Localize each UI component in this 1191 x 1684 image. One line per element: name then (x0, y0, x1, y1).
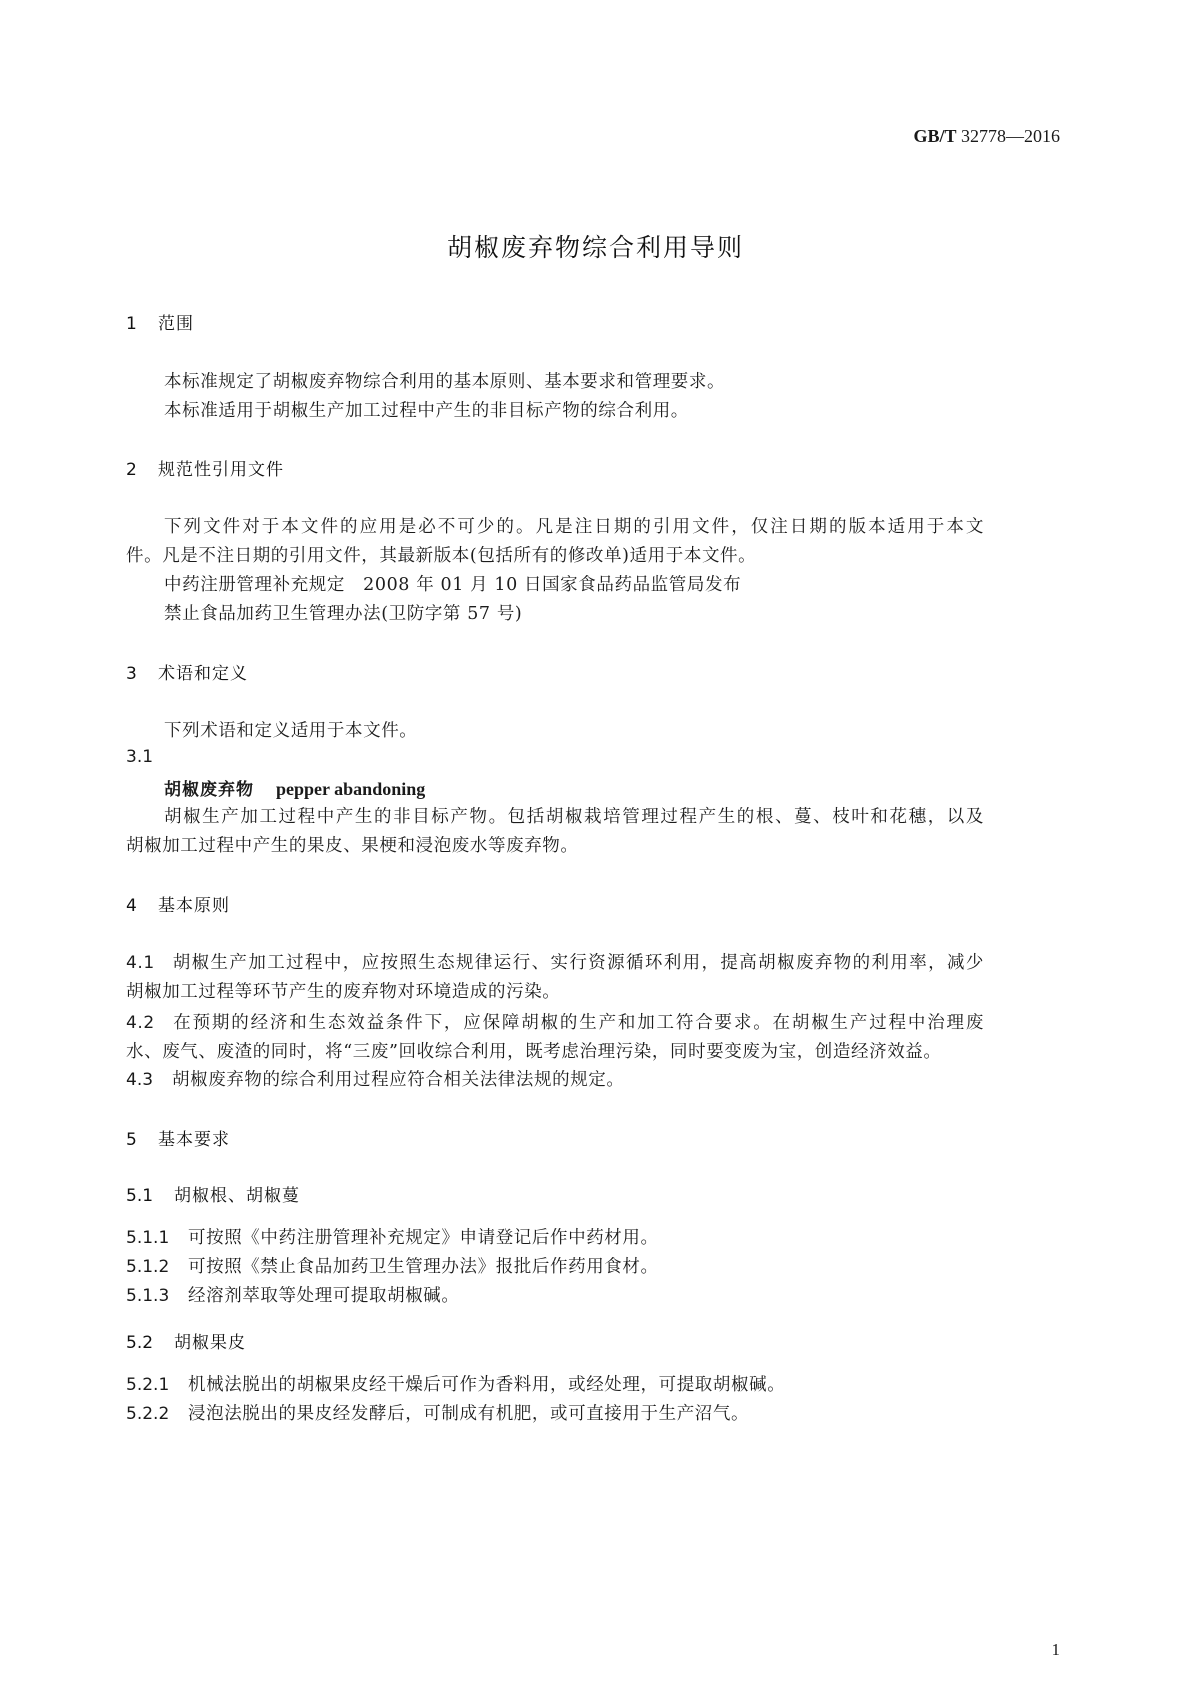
standard-code-number: 32778—2016 (956, 126, 1060, 146)
clause-text: 可按照《禁止食品加药卫生管理办法》报批后作药用食材。 (188, 1257, 659, 1277)
clause-number: 5.1.2 (126, 1257, 170, 1277)
clause-text: 经溶剂萃取等处理可提取胡椒碱。 (188, 1286, 460, 1306)
subsection-number: 5.2 (126, 1333, 154, 1353)
term-entry (164, 775, 425, 800)
section-4-heading (126, 891, 230, 916)
clause-text: 机械法脱出的胡椒果皮经干燥后可作为香料用，或经处理，可提取胡椒碱。 (188, 1375, 786, 1395)
clause-5-1-3 (126, 1282, 460, 1307)
section-1-heading (126, 309, 194, 334)
section-number: 5 (126, 1130, 137, 1150)
clause-text: 可按照《中药注册管理补充规定》申请登记后作中药材用。 (188, 1228, 659, 1248)
normative-reference: 禁止食品加药卫生管理办法(卫防字第 57 号) (164, 604, 523, 624)
paragraph-line: 件。凡是不注日期的引用文件，其最新版本(包括所有的修改单)适用于本文件。 (126, 546, 757, 566)
clause-number: 4.1 (126, 953, 155, 973)
paragraph: 本标准规定了胡椒废弃物综合利用的基本原则、基本要求和管理要求。 (164, 372, 726, 392)
section-number: 3 (126, 664, 137, 684)
section-2-heading (126, 455, 284, 480)
subsection-5-1-heading (126, 1181, 300, 1206)
subsection-number: 5.1 (126, 1186, 154, 1206)
document-title: 胡椒废弃物综合利用导则 (446, 233, 744, 262)
clause-number: 5.1.1 (126, 1228, 170, 1248)
clause-number: 5.1.3 (126, 1286, 170, 1306)
section-title: 基本原则 (158, 896, 230, 916)
standard-code-prefix: GB/T (913, 126, 957, 146)
section-number: 1 (126, 314, 137, 334)
clause-5-2-2 (126, 1400, 749, 1425)
section-number: 4 (126, 896, 137, 916)
clause-5-1-2 (126, 1253, 659, 1278)
clause-text: 胡椒生产加工过程中，应按照生态规律运行、实行资源循环利用，提高胡椒废弃物的利用率，减少 (172, 953, 984, 973)
term-chinese: 胡椒废弃物 (164, 780, 254, 800)
clause-text: 在预期的经济和生态效益条件下，应保障胡椒的生产和加工符合要求。在胡椒生产过程中治理废 (172, 1013, 984, 1033)
definition-line: 胡椒加工过程中产生的果皮、果梗和浸泡废水等废弃物。 (126, 836, 579, 856)
clause-text: 胡椒废弃物的综合利用过程应符合相关法律法规的规定。 (172, 1070, 625, 1090)
clause-text: 水、废气、废渣的同时，将“三废”回收综合利用，既考虑治理污染，同时要变废为宝，创造经济效益。 (126, 1042, 942, 1062)
page-number: 1 (1051, 1640, 1060, 1659)
paragraph: 下列术语和定义适用于本文件。 (164, 721, 418, 741)
section-3-heading (126, 659, 248, 684)
normative-reference: 中药注册管理补充规定 2008 年 01 月 10 日国家食品药品监管局发布 (164, 575, 742, 595)
subsection-title: 胡椒果皮 (174, 1333, 246, 1353)
subsection-title: 胡椒根、胡椒蔓 (174, 1186, 300, 1206)
clause-4-3 (126, 1066, 625, 1091)
term-english: pepper abandoning (276, 779, 426, 799)
section-title: 术语和定义 (158, 664, 248, 684)
term-number: 3.1 (126, 747, 154, 767)
section-number: 2 (126, 460, 137, 480)
clause-4-2 (126, 1009, 984, 1034)
subsection-5-2-heading (126, 1328, 246, 1353)
clause-text: 浸泡法脱出的果皮经发酵后，可制成有机肥，或可直接用于生产沼气。 (188, 1404, 750, 1424)
section-title: 基本要求 (158, 1130, 230, 1150)
paragraph: 本标准适用于胡椒生产加工过程中产生的非目标产物的综合利用。 (164, 401, 689, 421)
section-title: 规范性引用文件 (158, 460, 284, 480)
clause-5-1-1 (126, 1224, 659, 1249)
clause-text: 胡椒加工过程等环节产生的废弃物对环境造成的污染。 (126, 982, 561, 1002)
paragraph-line: 下列文件对于本文件的应用是必不可少的。凡是注日期的引用文件，仅注日期的版本适用于本文 (164, 517, 984, 537)
section-title: 范围 (158, 314, 194, 334)
clause-5-2-1 (126, 1371, 785, 1396)
clause-number: 4.2 (126, 1013, 155, 1033)
standard-code (913, 126, 1060, 147)
clause-4-1 (126, 949, 984, 974)
section-5-heading (126, 1125, 230, 1150)
clause-number: 5.2.2 (126, 1404, 170, 1424)
definition-line: 胡椒生产加工过程中产生的非目标产物。包括胡椒栽培管理过程产生的根、蔓、枝叶和花穗，以及 (164, 807, 984, 827)
clause-number: 5.2.1 (126, 1375, 170, 1395)
clause-number: 4.3 (126, 1070, 154, 1090)
